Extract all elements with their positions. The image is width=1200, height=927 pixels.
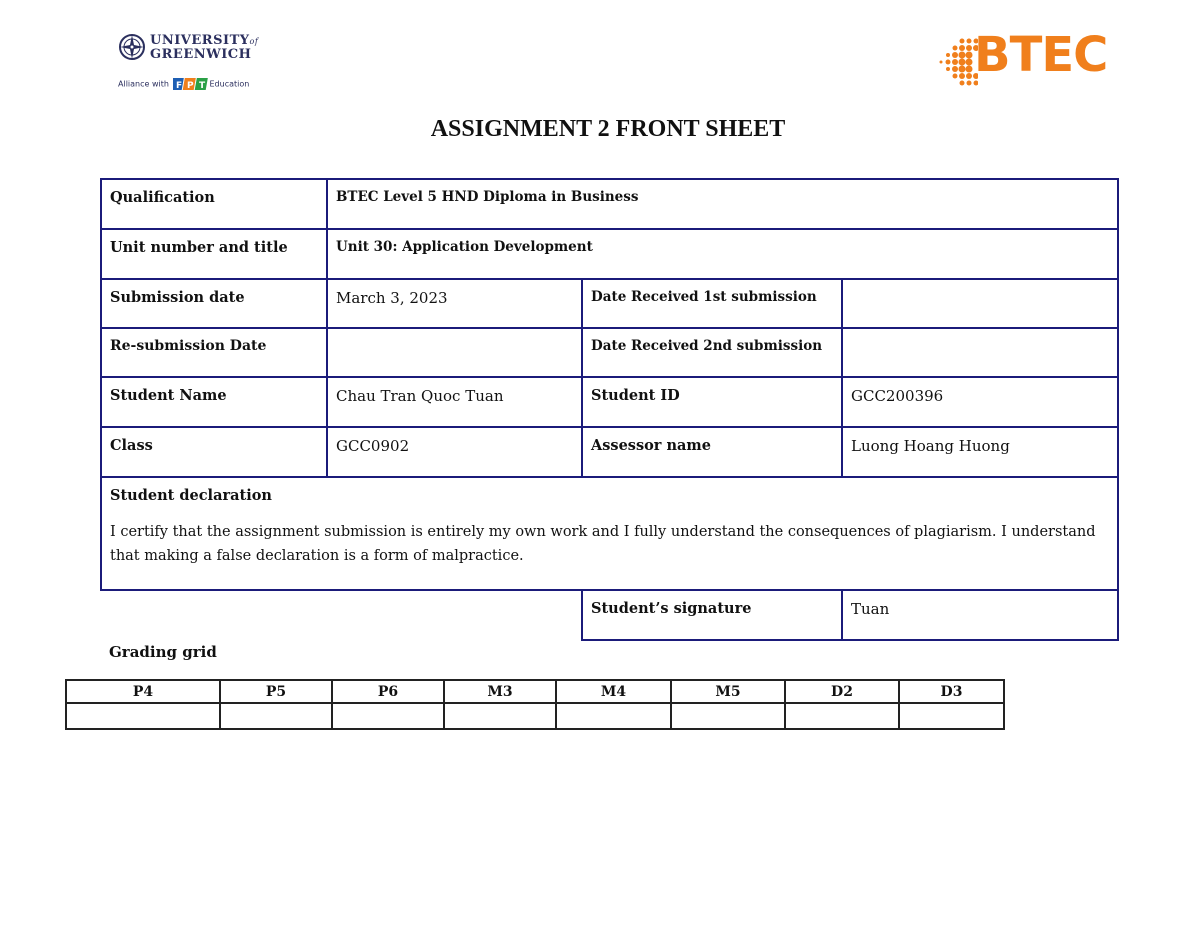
page-title: ASSIGNMENT 2 FRONT SHEET — [430, 116, 786, 142]
grade-header-p4: P4 — [66, 680, 220, 703]
btec-logo — [938, 27, 1123, 93]
alliance-line — [118, 77, 249, 91]
grade-cell-p4 — [66, 703, 220, 729]
grade-header-p5: P5 — [220, 680, 332, 703]
grade-cell-m5 — [671, 703, 785, 729]
signature-value: Tuan — [841, 589, 1119, 641]
student-id-label: Student ID — [581, 376, 843, 428]
grade-header-d3: D3 — [899, 680, 1004, 703]
qualification-value: BTEC Level 5 HND Diploma in Business — [326, 178, 1119, 230]
grade-cell-p5 — [220, 703, 332, 729]
date-received-1-value — [841, 278, 1119, 329]
date-received-2-value — [841, 327, 1119, 378]
grade-header-m4: M4 — [556, 680, 671, 703]
grade-cell-m4 — [556, 703, 671, 729]
grading-grid-label: Grading grid — [109, 643, 217, 661]
date-received-2-label: Date Received 2nd submission — [581, 327, 843, 378]
compass-crest-icon — [118, 33, 146, 61]
grading-grid — [65, 679, 1005, 730]
grade-header-p6: P6 — [332, 680, 444, 703]
university-name-line1: UNIVERSITYof — [150, 33, 259, 48]
grade-header-d2: D2 — [785, 680, 899, 703]
submission-date-label: Submission date — [100, 278, 328, 329]
unit-value: Unit 30: Application Development — [326, 228, 1119, 280]
grade-header-m5: M5 — [671, 680, 785, 703]
assessor-value: Luong Hoang Huong — [841, 426, 1119, 478]
grade-cell-p6 — [332, 703, 444, 729]
grade-cell-d2 — [785, 703, 899, 729]
fpt-logo — [173, 77, 209, 91]
signature-label: Student’s signature — [581, 589, 843, 641]
student-name-value: Chau Tran Quoc Tuan — [326, 376, 583, 428]
class-label: Class — [100, 426, 328, 478]
alliance-prefix: Alliance with — [118, 79, 169, 89]
btec-dots-icon — [938, 35, 978, 87]
qualification-label: Qualification — [100, 178, 328, 230]
university-of-greenwich-logo — [118, 33, 259, 93]
grade-cell-d3 — [899, 703, 1004, 729]
student-name-label: Student Name — [100, 376, 328, 428]
declaration-text: I certify that the assignment submission is entirely my own work and I fully understand the consequences of plagiarism. I understand that making a false declaration is a form of malpractice. — [110, 524, 1096, 564]
student-id-value: GCC200396 — [841, 376, 1119, 428]
submission-date-value: March 3, 2023 — [326, 278, 583, 329]
grading-header-row — [66, 680, 1004, 703]
grade-cell-m3 — [444, 703, 556, 729]
svg-text:T: T — [198, 81, 205, 91]
class-value: GCC0902 — [326, 426, 583, 478]
assessor-label: Assessor name — [581, 426, 843, 478]
svg-text:P: P — [186, 81, 194, 91]
grading-value-row — [66, 703, 1004, 729]
declaration-heading: Student declaration — [110, 487, 272, 504]
university-name-line2: GREENWICH — [150, 47, 252, 62]
resubmission-date-label: Re-submission Date — [100, 327, 328, 378]
alliance-suffix: Education — [209, 79, 250, 89]
unit-label: Unit number and title — [100, 228, 328, 280]
student-declaration — [100, 476, 1119, 591]
date-received-1-label: Date Received 1st submission — [581, 278, 843, 329]
svg-text:F: F — [175, 81, 182, 91]
grade-header-m3: M3 — [444, 680, 556, 703]
resubmission-date-value — [326, 327, 583, 378]
btec-wordmark: BTEC — [974, 27, 1108, 83]
